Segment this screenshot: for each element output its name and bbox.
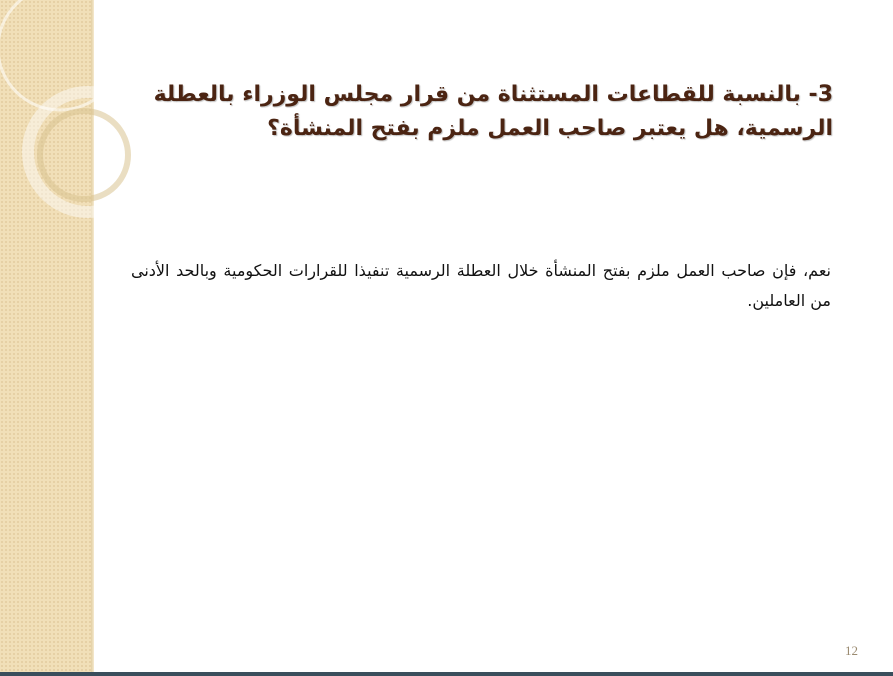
bottom-bar [0, 672, 893, 676]
slide-body-text: نعم، فإن صاحب العمل ملزم بفتح المنشأة خلال العطلة الرسمية تنفيذا للقرارات الحكومية وبالحد الأدنى من العاملين. [131, 261, 831, 310]
slide-number: 12 [845, 643, 858, 658]
slide-title: 3- بالنسبة للقطاعات المستثناة من قرار مجلس الوزراء بالعطلة الرسمية، هل يعتبر صاحب العمل ملزم بفتح المنشأة؟ [153, 82, 833, 141]
